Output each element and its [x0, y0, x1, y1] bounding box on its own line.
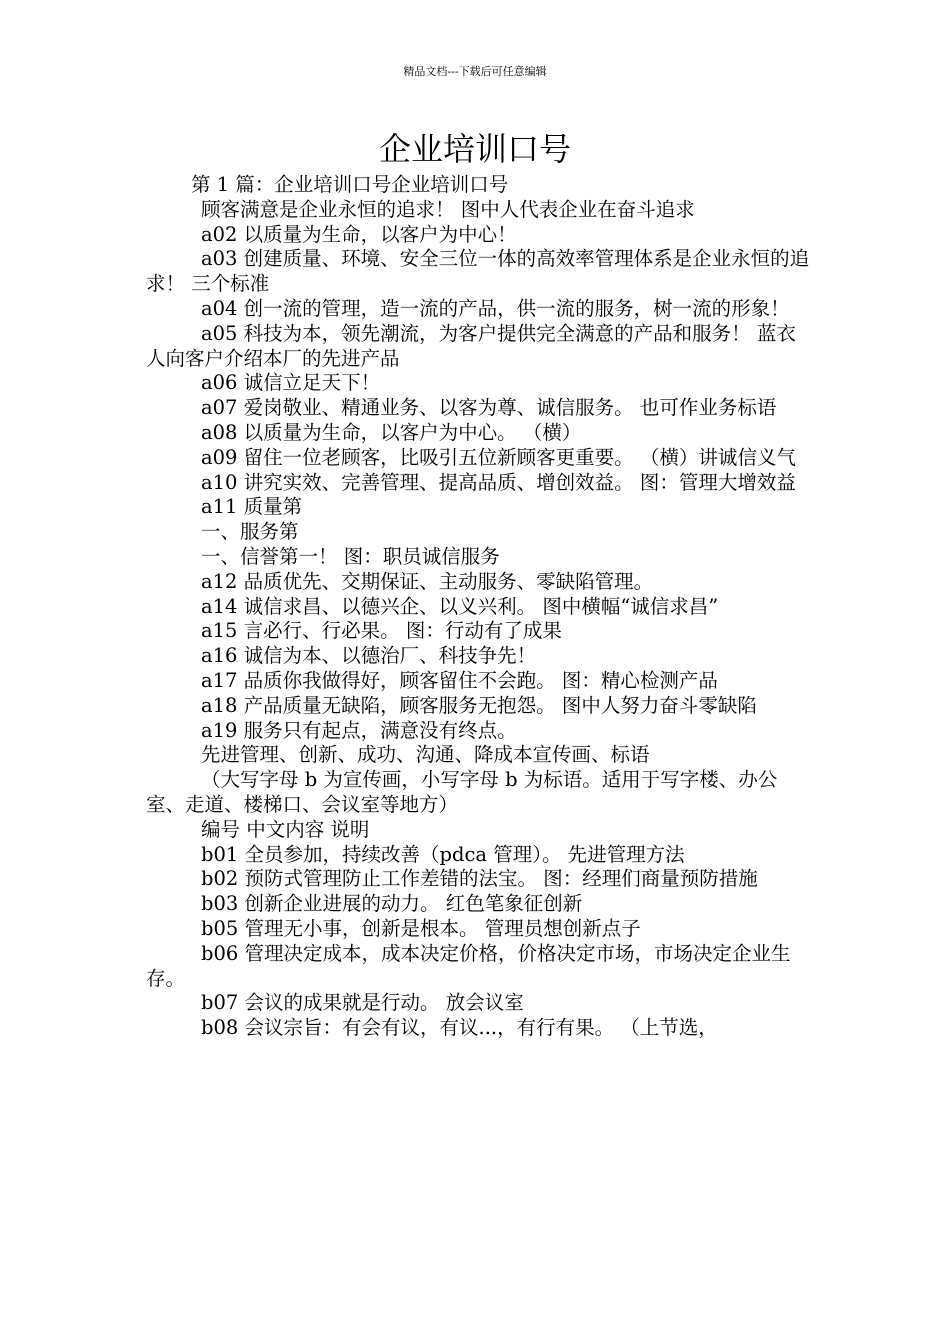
paragraph: 编号 中文内容 说明 [201, 817, 370, 841]
paragraph: a17 品质你我做得好，顾客留住不会跑。 图：精心检测产品 [201, 668, 718, 692]
paragraph: a04 创一流的管理，造一流的产品，供一流的服务，树一流的形象！ [201, 296, 790, 320]
document-title: 企业培训口号 [378, 130, 571, 168]
paragraph: a16 诚信为本、以德治厂、科技争先！ [201, 644, 537, 668]
paragraph: b07 会议的成果就是行动。 放会议室 [201, 991, 524, 1015]
paragraph: a15 言必行、行必果。 图：行动有了成果 [201, 619, 562, 643]
paragraph: a12 品质优先、交期保证、主动服务、零缺陷管理。 [201, 569, 654, 593]
document-body [146, 173, 814, 1041]
paragraph: b03 创新企业进展的动力。 红色笔象征创新 [201, 892, 583, 916]
paragraph: a09 留住一位老顾客，比吸引五位新顾客更重要。 （横）讲诚信义气 [201, 445, 796, 469]
paragraph: a06 诚信立足天下！ [201, 371, 381, 395]
paragraph: 顾客满意是企业永恒的追求！ 图中人代表企业在奋斗追求 [201, 197, 695, 221]
paragraph: a05 科技为本，领先潮流，为客户提供完全满意的产品和服务！ 蓝衣人向客户介绍本厂的先进产品 [146, 321, 796, 370]
paragraph: 一、信誉第一！ 图：职员诚信服务 [201, 544, 500, 568]
paragraph: a02 以质量为生命，以客户为中心！ [201, 222, 517, 246]
paragraph: b05 管理无小事，创新是根本。 管理员想创新点子 [201, 916, 641, 940]
paragraph: 一、服务第 [201, 520, 299, 544]
paragraph: a18 产品质量无缺陷，顾客服务无抱怨。 图中人努力奋斗零缺陷 [201, 693, 757, 717]
paragraph: a08 以质量为生命，以客户为中心。 （横） [201, 420, 582, 444]
paragraph: a10 讲究实效、完善管理、提高品质、增创效益。 图：管理大增效益 [201, 470, 796, 494]
paragraph: a14 诚信求昌、以德兴企、以义兴利。 图中横幅“诚信求昌” [201, 594, 719, 618]
paragraph: a03 创建质量、环境、安全三位一体的高效率管理体系是企业永恒的追求！ 三个标准 [146, 247, 810, 296]
page-header-note: 精品文档---下载后可任意编辑 [403, 65, 547, 78]
paragraph: b02 预防式管理防止工作差错的法宝。 图：经理们商量预防措施 [201, 867, 758, 891]
paragraph: b08 会议宗旨：有会有议，有议...，有行有果。 （上节选， [201, 1016, 718, 1040]
paragraph: （大写字母 b 为宣传画，小写字母 b 为标语。适用于写字楼、办公室、走道、楼梯口、会议室等地方） [146, 768, 778, 816]
paragraph: b01 全员参加，持续改善（pdca 管理）。 先进管理方法 [201, 842, 685, 866]
paragraph: a11 质量第 [201, 495, 303, 519]
paragraph: a07 爱岗敬业、精通业务、以客为尊、诚信服务。 也可作业务标语 [201, 396, 777, 420]
paragraph: a19 服务只有起点，满意没有终点。 [201, 718, 517, 742]
paragraph: 先进管理、创新、成功、沟通、降成本宣传画、标语 [201, 743, 650, 767]
paragraph: 第 1 篇：企业培训口号企业培训口号 [191, 173, 509, 196]
paragraph: b06 管理决定成本，成本决定价格，价格决定市场，市场决定企业生存。 [146, 941, 791, 990]
